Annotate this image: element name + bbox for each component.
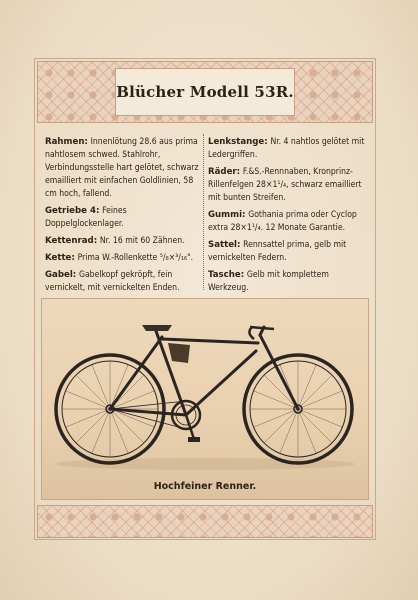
spec-label: Sattel:: [208, 240, 241, 250]
spec-label: Getriebe 4:: [45, 206, 100, 216]
tool-bag: [168, 343, 190, 363]
ornament-bottom-band: [37, 505, 373, 538]
spec-text: Gabelkopf gekröpft, fein vernickelt, mit vernickelten Enden.: [45, 270, 180, 293]
spec-item: [45, 269, 201, 295]
spec-item: [208, 166, 368, 205]
spec-text: Gelb mit komplettem Werkzeug.: [208, 270, 329, 293]
spec-item: [208, 269, 368, 295]
spec-item: [45, 252, 201, 265]
bicycle-drawing: [42, 299, 368, 499]
ground-shadow: [55, 458, 355, 470]
spec-label: Kettenrad:: [45, 236, 98, 246]
spec-label: Räder:: [208, 167, 241, 177]
spec-item: [208, 209, 368, 235]
bicycle-frame: [110, 327, 298, 415]
spec-label: Gummi:: [208, 210, 246, 220]
spec-label: Gabel:: [45, 270, 77, 280]
spec-label: Rahmen:: [45, 137, 88, 147]
spec-item: [45, 205, 201, 231]
spec-label: Tasche:: [208, 270, 245, 280]
spec-text: Feines Doppelglockenlager.: [45, 206, 127, 229]
spec-text: Prima W.-Rollenkette ⁵/₈×³/₁₆".: [77, 253, 194, 263]
spec-item: [45, 235, 201, 248]
title-box: [115, 68, 295, 116]
spec-text: Innenlötung 28.6 aus prima nahtlosem schwed. Stahlrohr, Verbindungsstelle hart gelötet, schwarz emailliert mit einfachen Goldlinien, 58 cm hoch, fallend.: [45, 137, 199, 199]
page-title: Blücher Modell 53R.: [116, 83, 294, 101]
spec-label: Kette:: [45, 253, 75, 263]
spec-text: Nr. 4 nahtlos gelötet mit Ledergriffen.: [208, 137, 365, 160]
column-divider: [203, 134, 204, 290]
bicycle-illustration: [41, 298, 369, 500]
spec-item: [208, 136, 368, 162]
spec-text: Gothania prima oder Cyclop extra 28×1¹/₄. 12 Monate Garantie.: [208, 210, 357, 233]
specs-left-column: [45, 136, 201, 299]
saddle: [142, 325, 172, 331]
illustration-caption: Hochfeiner Renner.: [153, 481, 257, 492]
spec-text: F.&S.-Rennnaben, Kronprinz-Rillenfelgen 28×1¹/₄, schwarz emailliert mit bunten Streifen.: [208, 167, 362, 203]
spec-item: [45, 136, 201, 201]
pedal: [188, 437, 200, 442]
spec-text: Rennsattel prima, gelb mit vernickelten Federn.: [208, 240, 347, 263]
spec-label: Lenkstange:: [208, 137, 268, 147]
spec-item: [208, 239, 368, 265]
spec-text: Nr. 16 mit 60 Zähnen.: [99, 236, 185, 246]
